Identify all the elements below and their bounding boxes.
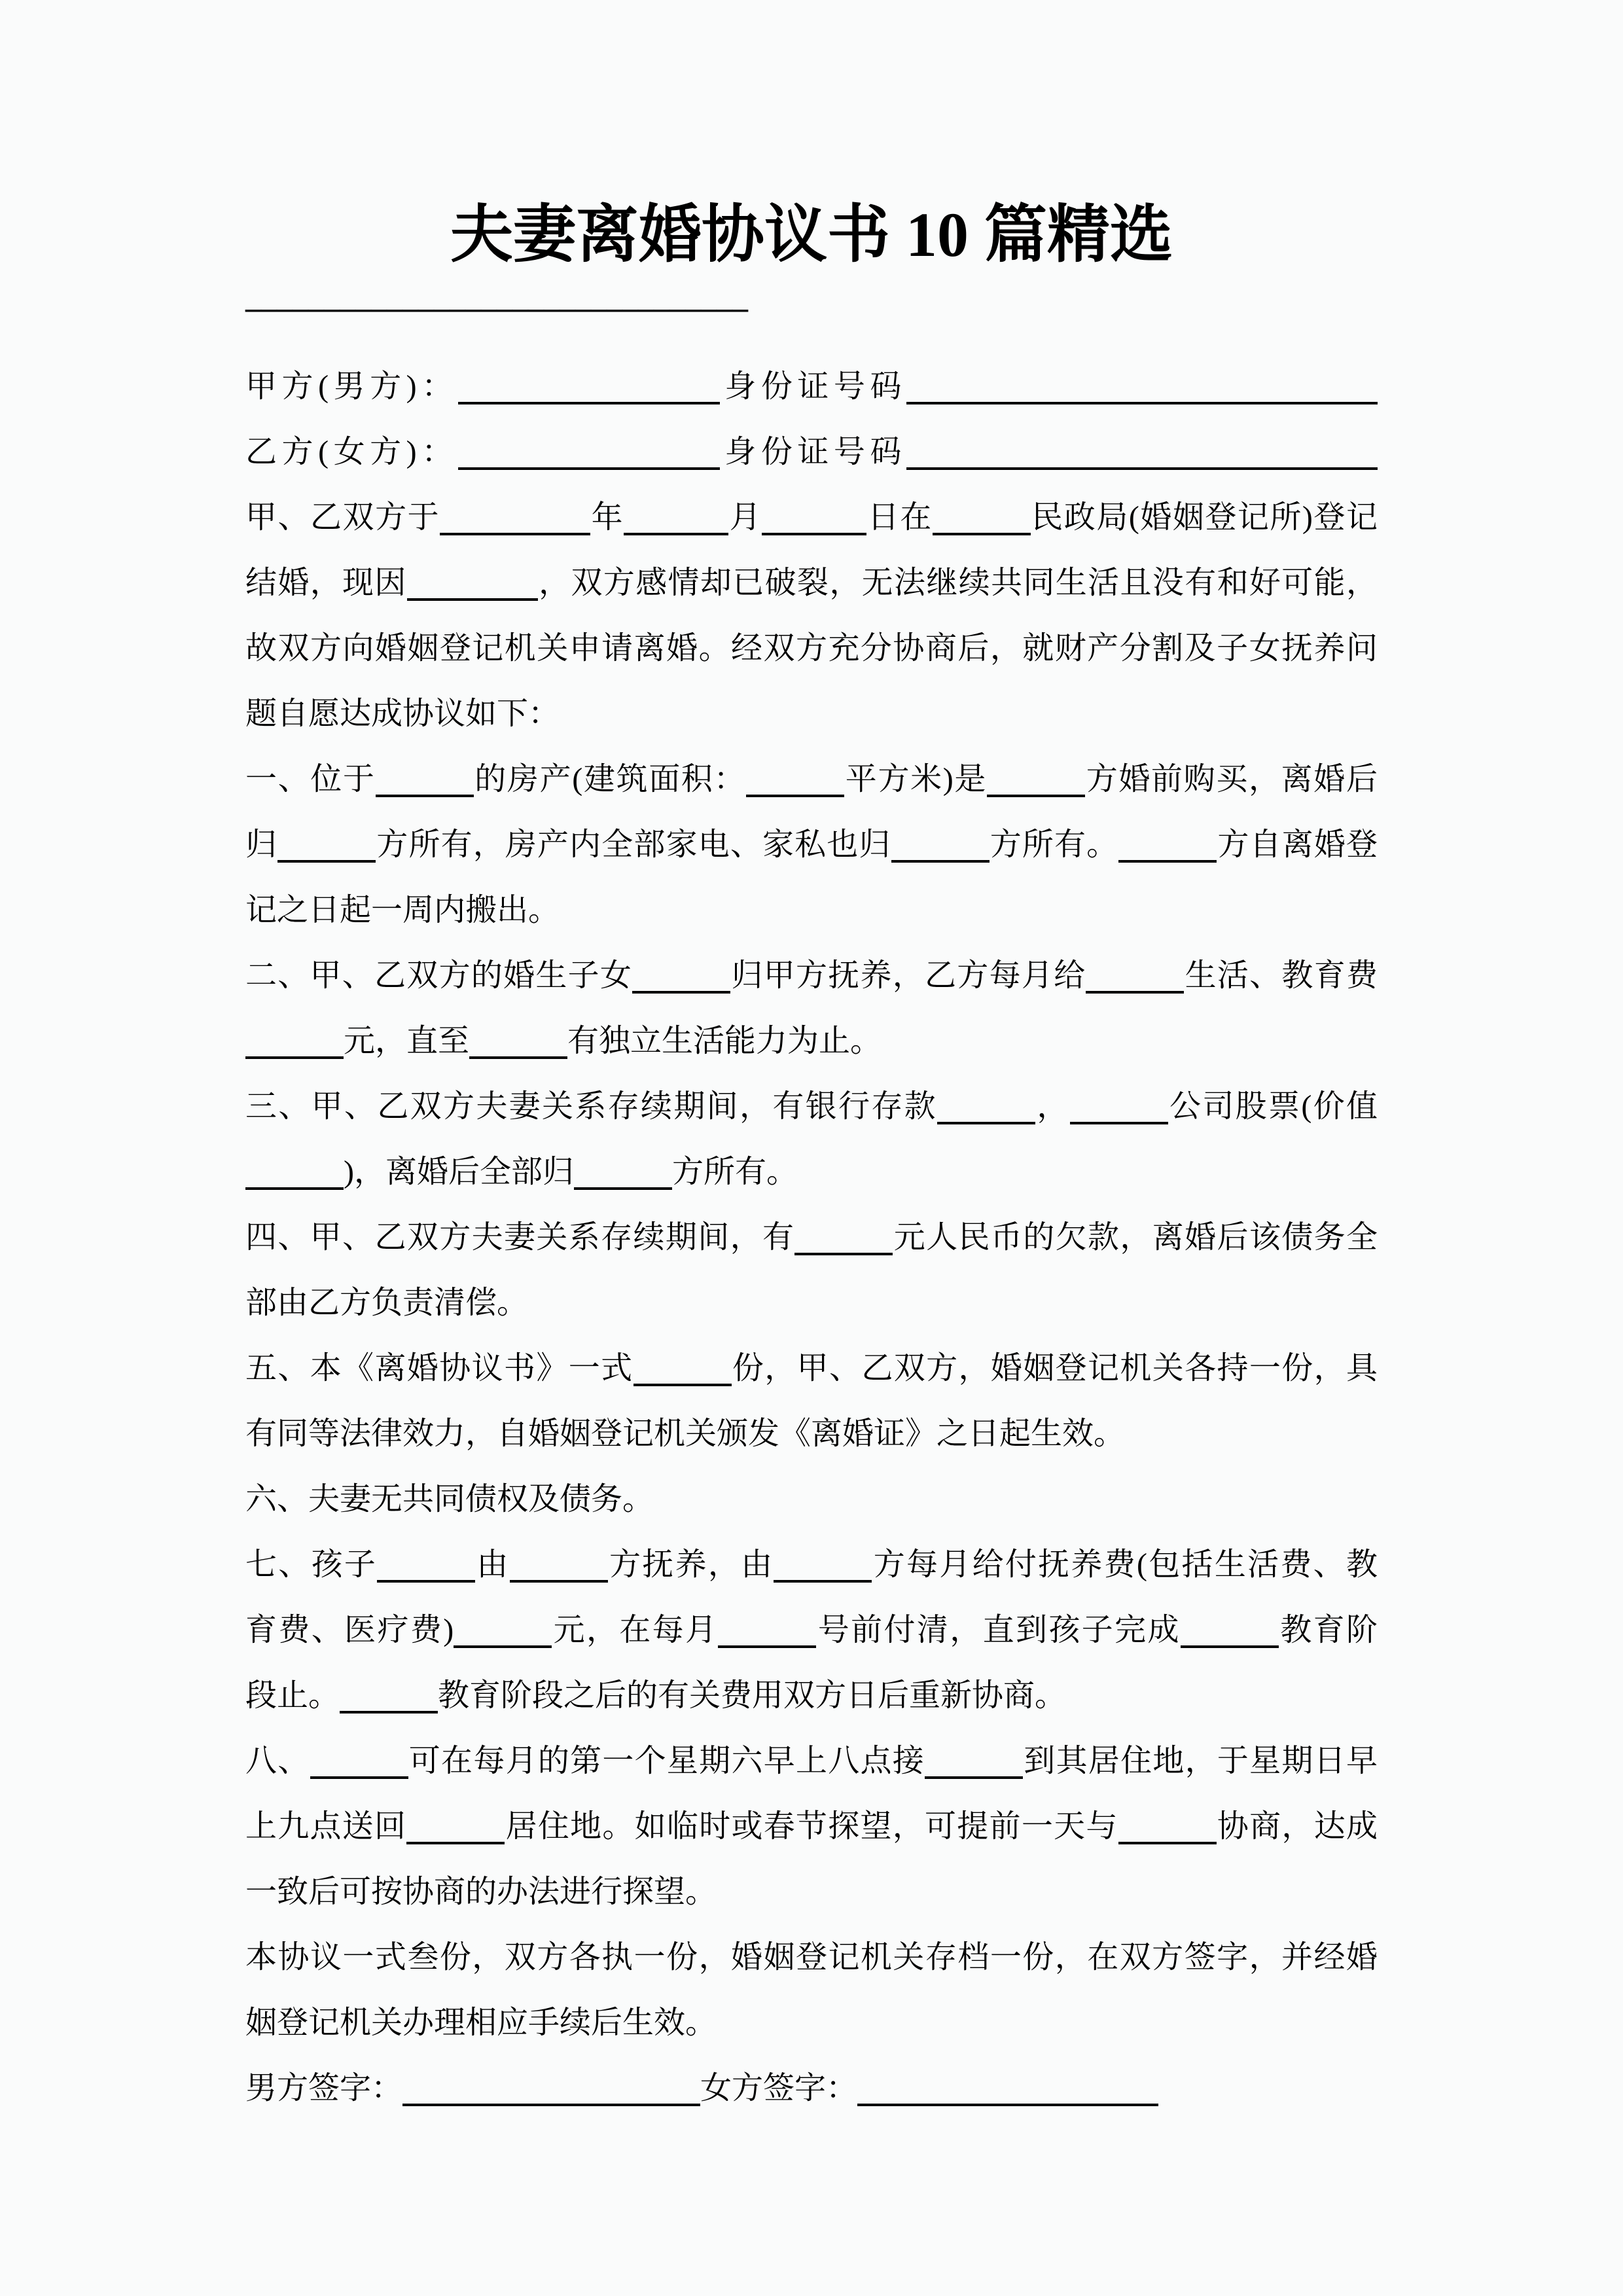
line-text: 方婚前购买，离婚后 <box>1085 762 1378 797</box>
blank-underline <box>933 501 1031 535</box>
paragraph-line <box>245 2056 1378 2121</box>
line-text: 居住地。如临时或春节探望，可提前一天与 <box>505 1809 1118 1844</box>
blank-underline <box>469 1025 567 1059</box>
line-text: 方抚养，由 <box>607 1547 774 1582</box>
line-text: 男方签字： <box>245 2071 403 2106</box>
paragraph-line <box>245 1859 1378 1925</box>
blank-underline <box>906 436 1378 470</box>
paragraph-line <box>245 1467 1378 1532</box>
separator-line: ________________________________ <box>245 280 748 315</box>
line-text: 记之日起一周内搬出。 <box>245 893 560 927</box>
paragraph-line <box>245 878 1378 943</box>
blank-underline <box>407 567 538 601</box>
line-text: 段止。 <box>245 1678 340 1713</box>
line-text: 教育阶段之后的有关费用双方日后重新协商。 <box>438 1678 1067 1713</box>
paragraph-line <box>245 1139 1378 1205</box>
blank-underline <box>624 501 728 535</box>
document-body <box>245 354 1378 2121</box>
line-text: 女方签字： <box>700 2071 858 2106</box>
blank-underline <box>340 1679 438 1713</box>
paragraph-line <box>245 1729 1378 1794</box>
paragraph-line <box>245 1336 1378 1401</box>
line-text: 方所有，房产内全部家电、家私也归 <box>376 827 891 862</box>
blank-underline <box>925 1745 1023 1779</box>
line-text: 六、夫妻无共同债权及债务。 <box>245 1482 654 1516</box>
blank-underline <box>794 1221 893 1255</box>
line-text: 方每月给付抚养费(包括生活费、教 <box>872 1547 1378 1582</box>
blank-underline <box>1118 1810 1217 1844</box>
paragraph-line <box>245 1598 1378 1663</box>
line-text: 姻登记机关办理相应手续后生效。 <box>245 2005 717 2040</box>
line-text: 方所有。 <box>672 1155 798 1189</box>
line-text: 生活、教育费 <box>1184 958 1378 993</box>
blank-underline <box>376 763 474 797</box>
blank-underline <box>1086 960 1184 994</box>
blank-underline <box>510 1549 608 1583</box>
line-text: 本协议一式叁份，双方各执一份，婚姻登记机关存档一份，在双方签字，并经婚 <box>245 1940 1378 1975</box>
line-text: 身份证号码 <box>719 369 906 404</box>
line-text: 五、本《离婚协议书》一式 <box>245 1351 633 1386</box>
paragraph-line <box>245 1205 1378 1270</box>
paragraph-line <box>245 485 1378 550</box>
line-text: 月 <box>728 500 762 535</box>
blank-underline <box>277 829 376 863</box>
paragraph-line <box>245 1925 1378 1990</box>
line-text: 归 <box>245 827 278 862</box>
line-text: 元，在每月 <box>552 1613 719 1647</box>
line-text: ，双方感情却已破裂，无法继续共同生活且没有和好可能， <box>537 565 1378 600</box>
blank-underline <box>1070 1090 1168 1124</box>
line-text: 方所有。 <box>989 827 1119 862</box>
blank-underline <box>1118 829 1217 863</box>
document-title: 夫妻离婚协议书 10 篇精选 <box>450 200 1173 270</box>
line-text: 甲方(男方)： <box>245 369 458 404</box>
line-text: 结婚，现因 <box>245 565 407 600</box>
line-text: )，离婚后全部归 <box>344 1155 574 1189</box>
paragraph-line <box>245 681 1378 747</box>
paragraph-line <box>245 616 1378 681</box>
paragraph-line <box>245 1009 1378 1074</box>
blank-underline <box>406 1810 505 1844</box>
line-text: 份，甲、乙双方，婚姻登记机关各持一份，具 <box>731 1351 1378 1386</box>
line-text: 七、孩子 <box>245 1547 378 1582</box>
paragraph-line <box>245 1270 1378 1336</box>
blank-underline <box>632 960 730 994</box>
paragraph-line <box>245 943 1378 1009</box>
blank-underline <box>633 1352 732 1386</box>
line-text: 三、甲、乙双方夫妻关系存续期间，有银行存款 <box>245 1089 937 1124</box>
line-text: 民政局(婚姻登记所)登记 <box>1030 500 1378 535</box>
line-text: 方自离婚登 <box>1217 827 1378 862</box>
line-text: 身份证号码 <box>719 435 906 469</box>
paragraph-line <box>245 420 1378 485</box>
line-text: 年 <box>590 500 624 535</box>
line-text: 题自愿达成协议如下： <box>245 696 560 731</box>
blank-underline <box>458 436 720 470</box>
blank-underline <box>377 1549 475 1583</box>
line-text: 上九点送回 <box>245 1809 407 1844</box>
paragraph-line <box>245 354 1378 420</box>
blank-underline <box>857 2072 1158 2106</box>
blank-underline <box>987 763 1085 797</box>
line-text: 一致后可按协商的办法进行探望。 <box>245 1874 717 1909</box>
blank-underline <box>762 501 866 535</box>
line-text: 部由乙方负责清偿。 <box>245 1285 529 1320</box>
line-text: 故双方向婚姻登记机关申请离婚。经双方充分协商后，就财产分割及子女抚养问 <box>245 631 1378 666</box>
blank-underline <box>454 1614 552 1648</box>
blank-underline <box>440 501 590 535</box>
line-text: 到其居住地，于星期日早 <box>1023 1744 1378 1778</box>
line-text: 公司股票(价值 <box>1168 1089 1378 1124</box>
line-text: 的房产(建筑面积： <box>473 762 747 797</box>
paragraph-line <box>245 1663 1378 1729</box>
line-text: 四、甲、乙双方夫妻关系存续期间，有 <box>245 1220 795 1255</box>
paragraph-line <box>245 1074 1378 1139</box>
blank-underline <box>891 829 990 863</box>
paragraph-line <box>245 550 1378 616</box>
line-text: 日在 <box>866 500 933 535</box>
line-text: 甲、乙双方于 <box>245 500 440 535</box>
line-text: 一、位于 <box>245 762 376 797</box>
line-text: 八、 <box>245 1744 310 1778</box>
blank-underline <box>746 763 844 797</box>
line-text: 元，直至 <box>344 1024 470 1058</box>
line-text: 元人民币的欠款，离婚后该债务全 <box>893 1220 1378 1255</box>
line-text: 由 <box>475 1547 510 1582</box>
paragraph-line <box>245 1532 1378 1598</box>
blank-underline <box>1181 1614 1279 1648</box>
line-text: 育费、医疗费) <box>245 1613 454 1647</box>
blank-underline <box>458 370 720 404</box>
line-text: 平方米)是 <box>844 762 988 797</box>
paragraph-line <box>245 1990 1378 2056</box>
blank-underline <box>574 1156 672 1190</box>
line-text: 二、甲、乙双方的婚生子女 <box>245 958 633 993</box>
line-text: 可在每月的第一个星期六早上八点接 <box>408 1744 925 1778</box>
blank-underline <box>245 1156 344 1190</box>
blank-underline <box>906 370 1378 404</box>
line-text: 号前付清，直到孩子完成 <box>816 1613 1181 1647</box>
line-text: 有独立生活能力为止。 <box>567 1024 882 1058</box>
blank-underline <box>310 1745 408 1779</box>
blank-underline <box>937 1090 1035 1124</box>
blank-underline <box>718 1614 816 1648</box>
line-text: 教育阶 <box>1278 1613 1378 1647</box>
paragraph-line <box>245 747 1378 812</box>
blank-underline <box>774 1549 872 1583</box>
paragraph-line <box>245 812 1378 878</box>
line-text: 有同等法律效力，自婚姻登记机关颁发《离婚证》之日起生效。 <box>245 1416 1126 1451</box>
line-text: 协商，达成 <box>1216 1809 1378 1844</box>
paragraph-line <box>245 1401 1378 1467</box>
blank-underline <box>245 1025 344 1059</box>
line-text: 乙方(女方)： <box>245 435 458 469</box>
line-text: ， <box>1035 1089 1070 1124</box>
blank-underline <box>402 2072 700 2106</box>
paragraph-line <box>245 1794 1378 1859</box>
line-text: 归甲方抚养，乙方每月给 <box>730 958 1086 993</box>
